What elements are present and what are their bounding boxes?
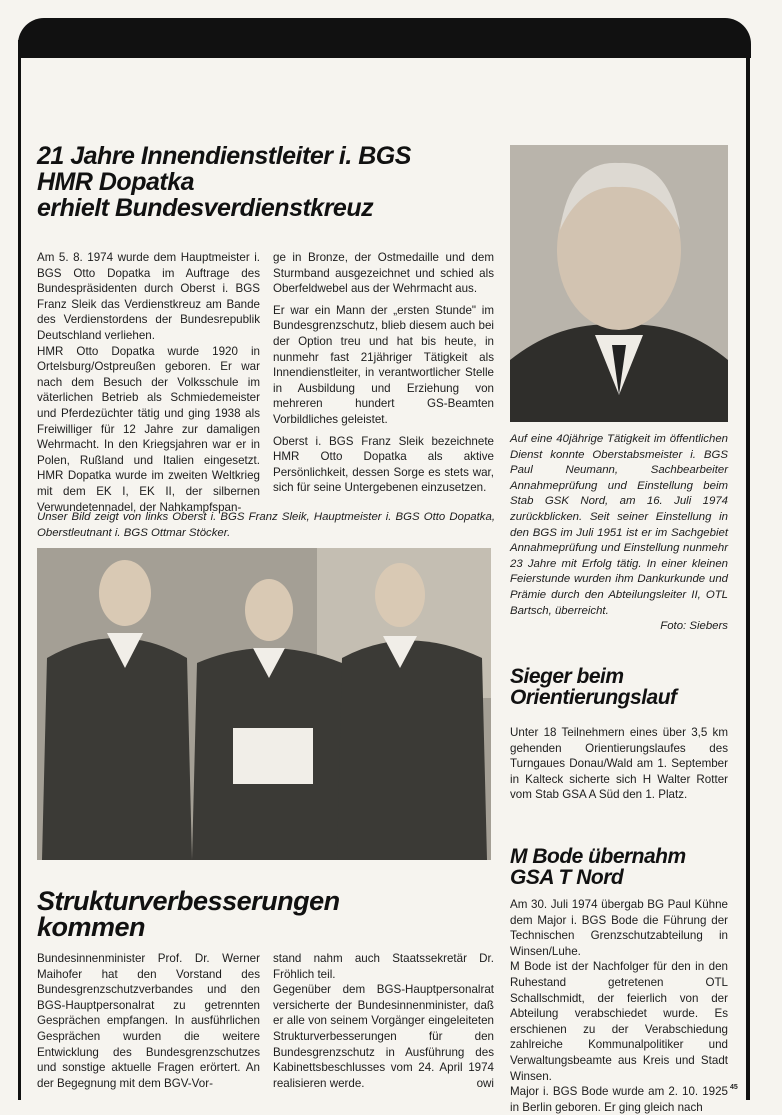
paragraph: [273, 982, 494, 1091]
article-column-2: [273, 951, 494, 1091]
paragraph: HMR Otto Dopatka wurde 1920 in Ortelsburg/Ostpreußen geboren. Er war nach dem Besuch der Volksschule im väterlichen Betrieb als Schmiedemeister und Pferdezüchter tätig und ging 1938 als Freiwilliger für 12 Jahre zur damaligen Wehrmacht. In den Kriegsjahren war er in Polen, Rußland und Italien eingesetzt. HMR Dopatka wurde im zweiten Weltkrieg mit dem EK I, EK II, der silbernen Verwundetennadel, der Nahkampfspan-: [37, 344, 260, 514]
portrait-image: [510, 145, 728, 422]
portrait-caption: [510, 432, 728, 635]
headline-line: Sieger beim: [510, 665, 624, 688]
group-photo: [37, 548, 491, 860]
headline-line: 21 Jahre Innendienstleiter i. BGS: [37, 142, 411, 170]
photo-credit: Foto: Siebers: [660, 620, 728, 633]
paragraph: stand nahm auch Staatssekretär Dr. Fröhlich teil.: [273, 952, 494, 981]
author-initials: owi: [476, 1076, 494, 1090]
paragraph: Er war ein Mann der „ersten Stunde" im Bundesgrenzschutz, blieb diesem auch bei der Option treu und hat bis heute, in nunmehr fast 21jähriger Tätigkeit als Innendienstleiter, in verantwortlicher Stelle in Ausbildung und Erziehung von mehreren hundert GS-Beamten Vorbildliches geleistet.: [273, 303, 494, 426]
three-officers-image: [37, 548, 491, 860]
article-body: [510, 897, 728, 1115]
paragraph: M Bode ist der Nachfolger für den in den Ruhestand getretenen OTL Schallschmidt, der feierlich von der Abteilung verabschiedet wurde. Es erschienen zu der Verabschiedung zahlreiche Kommunalpolitiker und Verwaltungsbeamte aus Kreis und Stadt Winsen.: [510, 960, 728, 1083]
article-column-2: [273, 250, 494, 502]
paragraph: Am 30. Juli 1974 übergab BG Paul Kühne dem Major i. BGS Bode die Führung der Technischen Grenzschutzabteilung in Winsen/Luhe.: [510, 898, 728, 958]
headline-line: Orientierungslauf: [510, 686, 677, 709]
article-headline: [510, 666, 677, 708]
page-header-bar: [18, 18, 751, 58]
article-body: Unter 18 Teilnehmern eines über 3,5 km gehenden Orientierungslaufes des Turngaues Donau/Wald am 1. September in Kalteck sicherte sich H Walter Rotter vom Stab GSA A Süd den 1. Platz.: [510, 726, 728, 802]
headline-line: M Bode übernahm: [510, 845, 686, 868]
headline-line: HMR Dopatka: [37, 168, 195, 196]
caption-text: Auf eine 40jährige Tätigkeit im öffentlichen Dienst konnte Oberstabsmeister i. BGS Paul Neumann, Sachbearbeiter Annahmeprüfung und Einstellung beim Stab GSK Nord, am 16. Juli 1974 zurückblicken. Seit seiner Einstellung in den BGS im Juli 1951 ist er im Sachgebiet Annahmeprüfung und Einstellung nunmehr 23 Jahre mit Erfolg tätig. In einer kleinen Feierstunde wurden ihm Dankurkunde und Prämie durch den Abteilungsleiter II, OTL Bartsch, überreicht.: [510, 433, 728, 617]
article-headline: [510, 846, 686, 888]
paragraph-text: Gegenüber dem BGS-Hauptpersonalrat versicherte der Bundesinnenminister, daß er alle von seinem Vorgänger eingeleiteten Strukturverbesserungen für den Bundesgrenzschutz in Ausführung des Kabinettsbeschlusses vom 24. April 1974 realisieren werde.: [273, 983, 494, 1090]
paragraph: ge in Bronze, der Ostmedaille und dem Sturmband ausgezeichnet und schied als Oberfeldwebel aus der Wehrmacht aus.: [273, 251, 494, 296]
headline-line: Strukturverbesserungen: [37, 886, 340, 916]
article-headline: [37, 143, 411, 221]
paragraph: Am 5. 8. 1974 wurde dem Hauptmeister i. BGS Otto Dopatka im Auftrage des Bundespräsidenten durch Oberst i. BGS Franz Sleik das Verdienstkreuz am Bande des Verdienstordens der Bundesrepublik Deutschland verliehen.: [37, 251, 260, 342]
headline-line: erhielt Bundesverdienstkreuz: [37, 194, 374, 222]
left-border: [18, 40, 21, 1100]
group-photo-caption: Unser Bild zeigt von links Oberst i. BGS Franz Sleik, Hauptmeister i. BGS Otto Dopatka, Oberstleutnant i. BGS Ottmar Stöcker.: [37, 511, 495, 539]
paragraph: Oberst i. BGS Franz Sleik bezeichnete HMR Otto Dopatka als aktive Persönlichkeit, dessen Sorge es stets war, sich für seine Untergebenen einzusetzen.: [273, 434, 494, 495]
portrait-photo: [510, 145, 728, 422]
right-border: [746, 40, 750, 1100]
headline-line: GSA T Nord: [510, 866, 624, 889]
headline-line: kommen: [37, 912, 146, 942]
paragraph: Major i. BGS Bode wurde am 2. 10. 1925 in Berlin geboren. Er ging gleich nach: [510, 1085, 728, 1114]
page-number: 45: [730, 1084, 738, 1091]
article-column-1: [37, 250, 260, 521]
article-column-1: Bundesinnenminister Prof. Dr. Werner Maihofer hat den Vorstand des Bundesgrenzschutzverbandes und den BGS-Hauptpersonalrat zu getrennten Gesprächen empfangen. In ausführlichen Gesprächen wurden die weitere Entwicklung des Bundesgrenzschutzes und sonstige aktuelle Fragen erörtert. An der Begegnung mit dem BGV-Vor-: [37, 952, 260, 1090]
article-headline: [37, 888, 340, 940]
